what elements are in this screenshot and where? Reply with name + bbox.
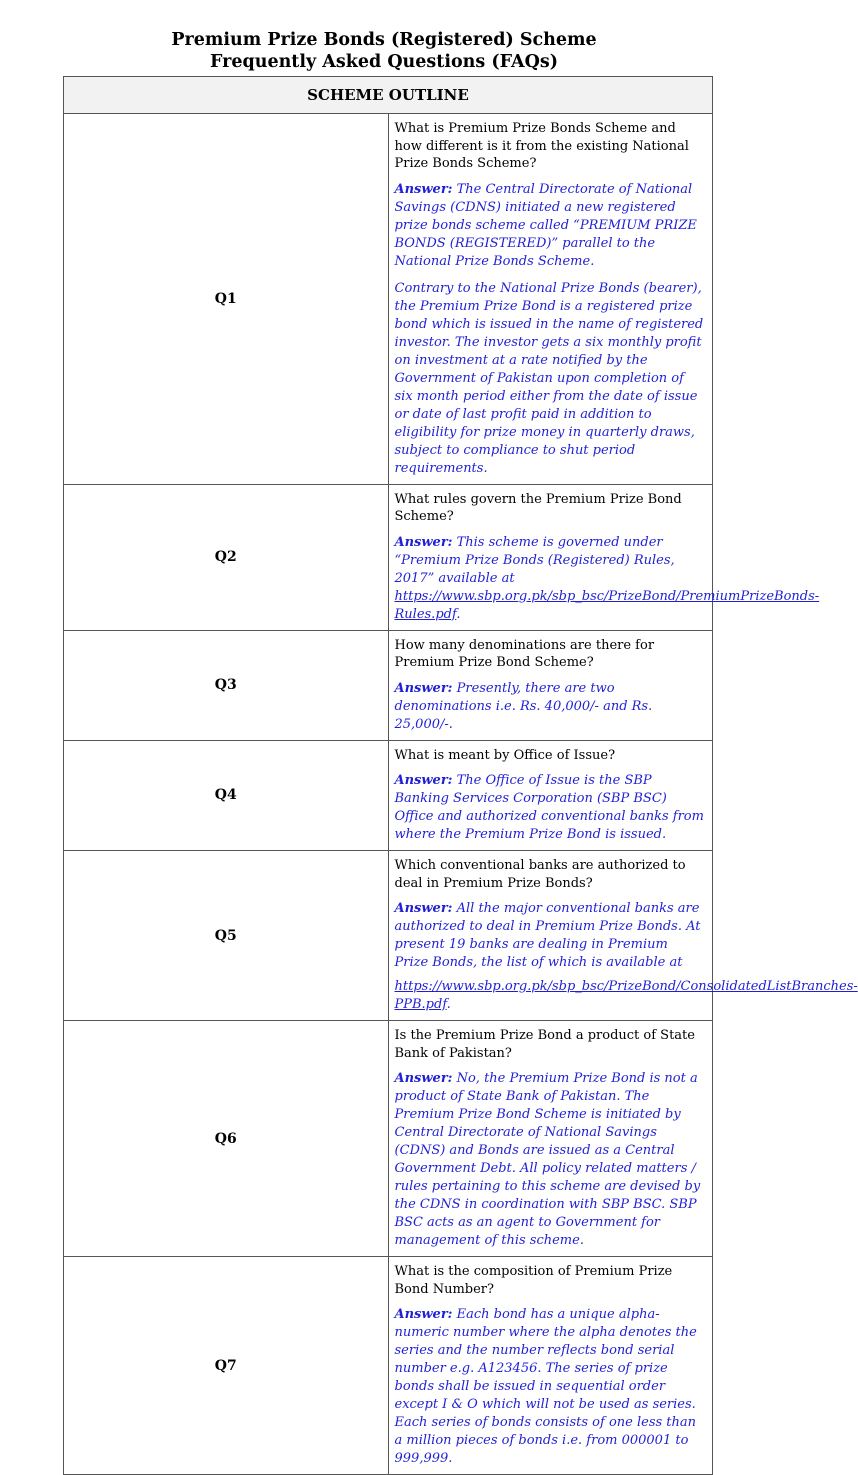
document-subtitle: Frequently Asked Questions (FAQs): [210, 52, 558, 72]
answer-body: No, the Premium Prize Bond is not a product of State Bank of Pakistan. The Premium Prize Bond Scheme is initiated by Central Directorate of National Savings (CDNS) and Bonds are issued as a Central Government Debt. All policy related matters / rules pertaining to this scheme are devised by the CDNS in coordination with SBP BSC. SBP BSC acts as an agent to Government for management of this scheme.: [394, 1071, 701, 1248]
rules-pdf-link[interactable]: https://www.sbp.org.pk/sbp_bsc/PrizeBond/PremiumPrizeBonds-Rules.pdf: [394, 588, 820, 622]
answer-body: Each bond has a unique alpha-numeric number where the alpha denotes the series and the number reflects bond serial number e.g. A123456. The series of prize bonds shall be issued in sequential order except I & O which will not be used as series. Each series of bonds consists of one less than a million pieces of bonds i.e. from 000001 to 999,999.: [394, 1307, 697, 1466]
question-text: What is Premium Prize Bonds Scheme and how different is it from the existing National Prize Bonds Scheme?: [394, 121, 689, 171]
faq-content: [388, 740, 713, 851]
answer-period: .: [446, 997, 451, 1012]
answer-label: Answer:: [394, 901, 453, 916]
branches-pdf-link[interactable]: https://www.sbp.org.pk/sbp_bsc/PrizeBond/ConsolidatedListBranches-PPB.pdf: [394, 979, 858, 1012]
faq-row-q7: [64, 1257, 713, 1475]
answer-label: Answer:: [394, 534, 453, 550]
section-title: SCHEME OUTLINE: [64, 77, 713, 114]
answer-link-line: [394, 978, 858, 1014]
faq-content: [388, 114, 713, 485]
faq-content: [388, 851, 858, 1021]
answer-body: The Central Directorate of National Savings (CDNS) initiated a new registered prize bonds scheme called “PREMIUM PRIZE BONDS (REGISTERED)” parallel to the National Prize Bonds Scheme.: [394, 181, 697, 269]
faq-table: [63, 76, 858, 1475]
faq-row-q5: [64, 851, 713, 1021]
answer-text: [395, 900, 706, 972]
answer-body: All the major conventional banks are authorized to deal in Premium Prize Bonds. At present 19 banks are dealing in Premium Prize Bonds, the list of which is available at: [394, 901, 701, 970]
faq-row-q3: [64, 630, 713, 740]
answer-body: The Office of Issue is the SBP Banking Services Corporation (SBP BSC) Office and authorized conventional banks from where the Premium Prize Bond is issued.: [394, 773, 704, 842]
answer-body: This scheme is governed under “Premium Prize Bonds (Registered) Rules, 2017” available at: [394, 534, 675, 586]
question-number: Q5: [64, 851, 389, 1021]
question-number: Q1: [64, 114, 389, 485]
answer-text: [395, 772, 706, 844]
question-number: Q6: [64, 1021, 389, 1257]
answer-text: [395, 1306, 706, 1468]
faq-content: [388, 1021, 713, 1257]
question-number: Q3: [64, 630, 389, 740]
faq-content: [388, 484, 820, 630]
faq-content: [388, 1257, 713, 1475]
faq-row-q6: [64, 1021, 713, 1257]
question-number: Q2: [64, 484, 389, 630]
answer-text: [395, 181, 706, 271]
faq-row-q4: [64, 740, 713, 851]
section-header-row: [64, 77, 713, 114]
question-text: How many denominations are there for Premium Prize Bond Scheme?: [394, 637, 655, 670]
answer-label: Answer:: [394, 773, 453, 788]
faq-content: [388, 630, 713, 740]
answer-label: Answer:: [394, 680, 453, 696]
answer-label: Answer:: [394, 1071, 453, 1086]
question-text: What rules govern the Premium Prize Bond Scheme?: [394, 491, 682, 524]
faq-row-q1: [64, 114, 713, 485]
answer-text: [394, 534, 820, 624]
faq-row-q2: [64, 484, 713, 630]
answer-text: [395, 1070, 706, 1250]
question-number: Q7: [64, 1257, 389, 1475]
question-text: What is meant by Office of Issue?: [394, 747, 616, 763]
answer-text: [395, 680, 706, 734]
question-text: What is the composition of Premium Prize Bond Number?: [394, 1264, 673, 1297]
answer-body: Presently, there are two denominations i.e. Rs. 40,000/- and Rs. 25,000/-.: [394, 680, 653, 732]
answer-label: Answer:: [394, 1307, 453, 1322]
answer-text-continued: Contrary to the National Prize Bonds (bearer), the Premium Prize Bond is a registered prize bond which is issued in the name of registered investor. The investor gets a six monthly profit on investment at a rate notified by the Government of Pakistan upon completion of six month period either from the date of issue or date of last profit paid in addition to eligibility for prize money in quarterly draws, subject to compliance to shut period requirements.: [394, 280, 704, 476]
question-number: Q4: [64, 740, 389, 851]
question-text: Is the Premium Prize Bond a product of State Bank of Pakistan?: [394, 1028, 695, 1061]
question-text: Which conventional banks are authorized to deal in Premium Prize Bonds?: [394, 858, 686, 891]
document-title: Premium Prize Bonds (Registered) Scheme: [171, 30, 597, 50]
answer-label: Answer:: [394, 181, 453, 197]
answer-period: .: [456, 606, 461, 622]
